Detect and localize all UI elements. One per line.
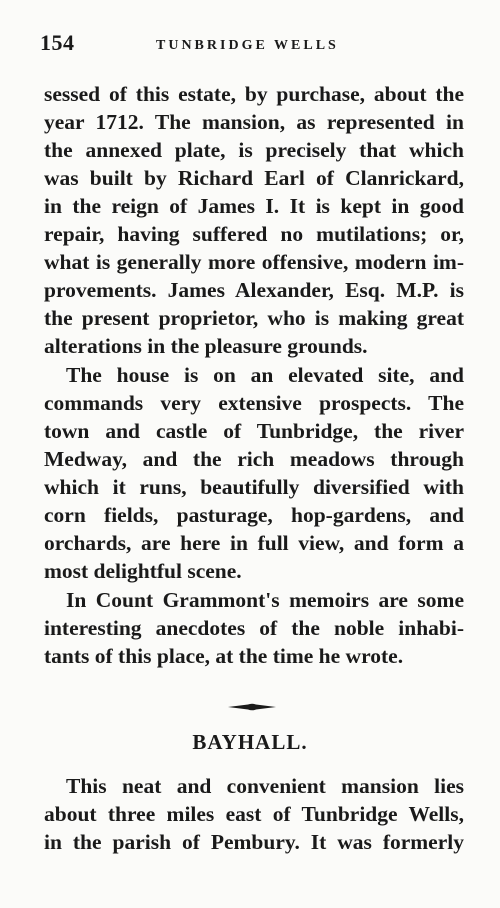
text-line: sessed of this estate, by purchase, about the [44,82,464,106]
running-title: TUNBRIDGE WELLS [156,38,339,53]
text-line: orchards, are here in full view, and form a [44,531,464,555]
text-line: in the reign of James I. It is kept in good [44,194,464,218]
text-line: the annexed plate, is precisely that which [44,138,464,162]
text-line: alterations in the pleasure grounds. [44,334,368,358]
text-line: repair, having suffered no mutilations; or, [44,222,464,246]
text-line: most delightful scene. [44,559,242,583]
text-line: was built by Richard Earl of Clanrickard, [44,166,464,190]
paragraph-1 [44,80,464,360]
paragraph-2 [44,361,464,585]
text-line: commands very extensive prospects. The [44,391,464,415]
text-line: year 1712. The mansion, as represented in [44,110,464,134]
page-number: 154 [40,30,75,55]
text-line: tants of this place, at the time he wrote. [44,644,404,668]
text-line: Medway, and the rich meadows through [44,447,464,471]
text-line: town and castle of Tunbridge, the river [44,419,464,443]
text-line: which it runs, beautifully diversified with [44,475,464,499]
section-body-text [44,772,464,856]
paragraph-3 [44,586,464,670]
section-divider-ornament [228,701,276,713]
text-line: The house is on an elevated site, and [66,363,464,387]
text-line: In Count Grammont's memoirs are some [66,588,464,612]
text-line: what is generally more offensive, modern im- [44,250,464,274]
text-line: the present proprietor, who is making great [44,306,464,330]
text-line: This neat and convenient mansion lies [66,774,464,798]
running-head [40,30,460,60]
body-text [44,80,464,670]
text-line: in the parish of Pembury. It was formerly [44,830,464,854]
text-line: corn fields, pasturage, hop-gardens, and [44,503,464,527]
text-line: about three miles east of Tunbridge Wells, [44,802,464,826]
section-heading: BAYHALL. [192,730,308,754]
text-line: provements. James Alexander, Esq. M.P. is [44,278,464,302]
text-line: interesting anecdotes of the noble inhabi- [44,616,464,640]
